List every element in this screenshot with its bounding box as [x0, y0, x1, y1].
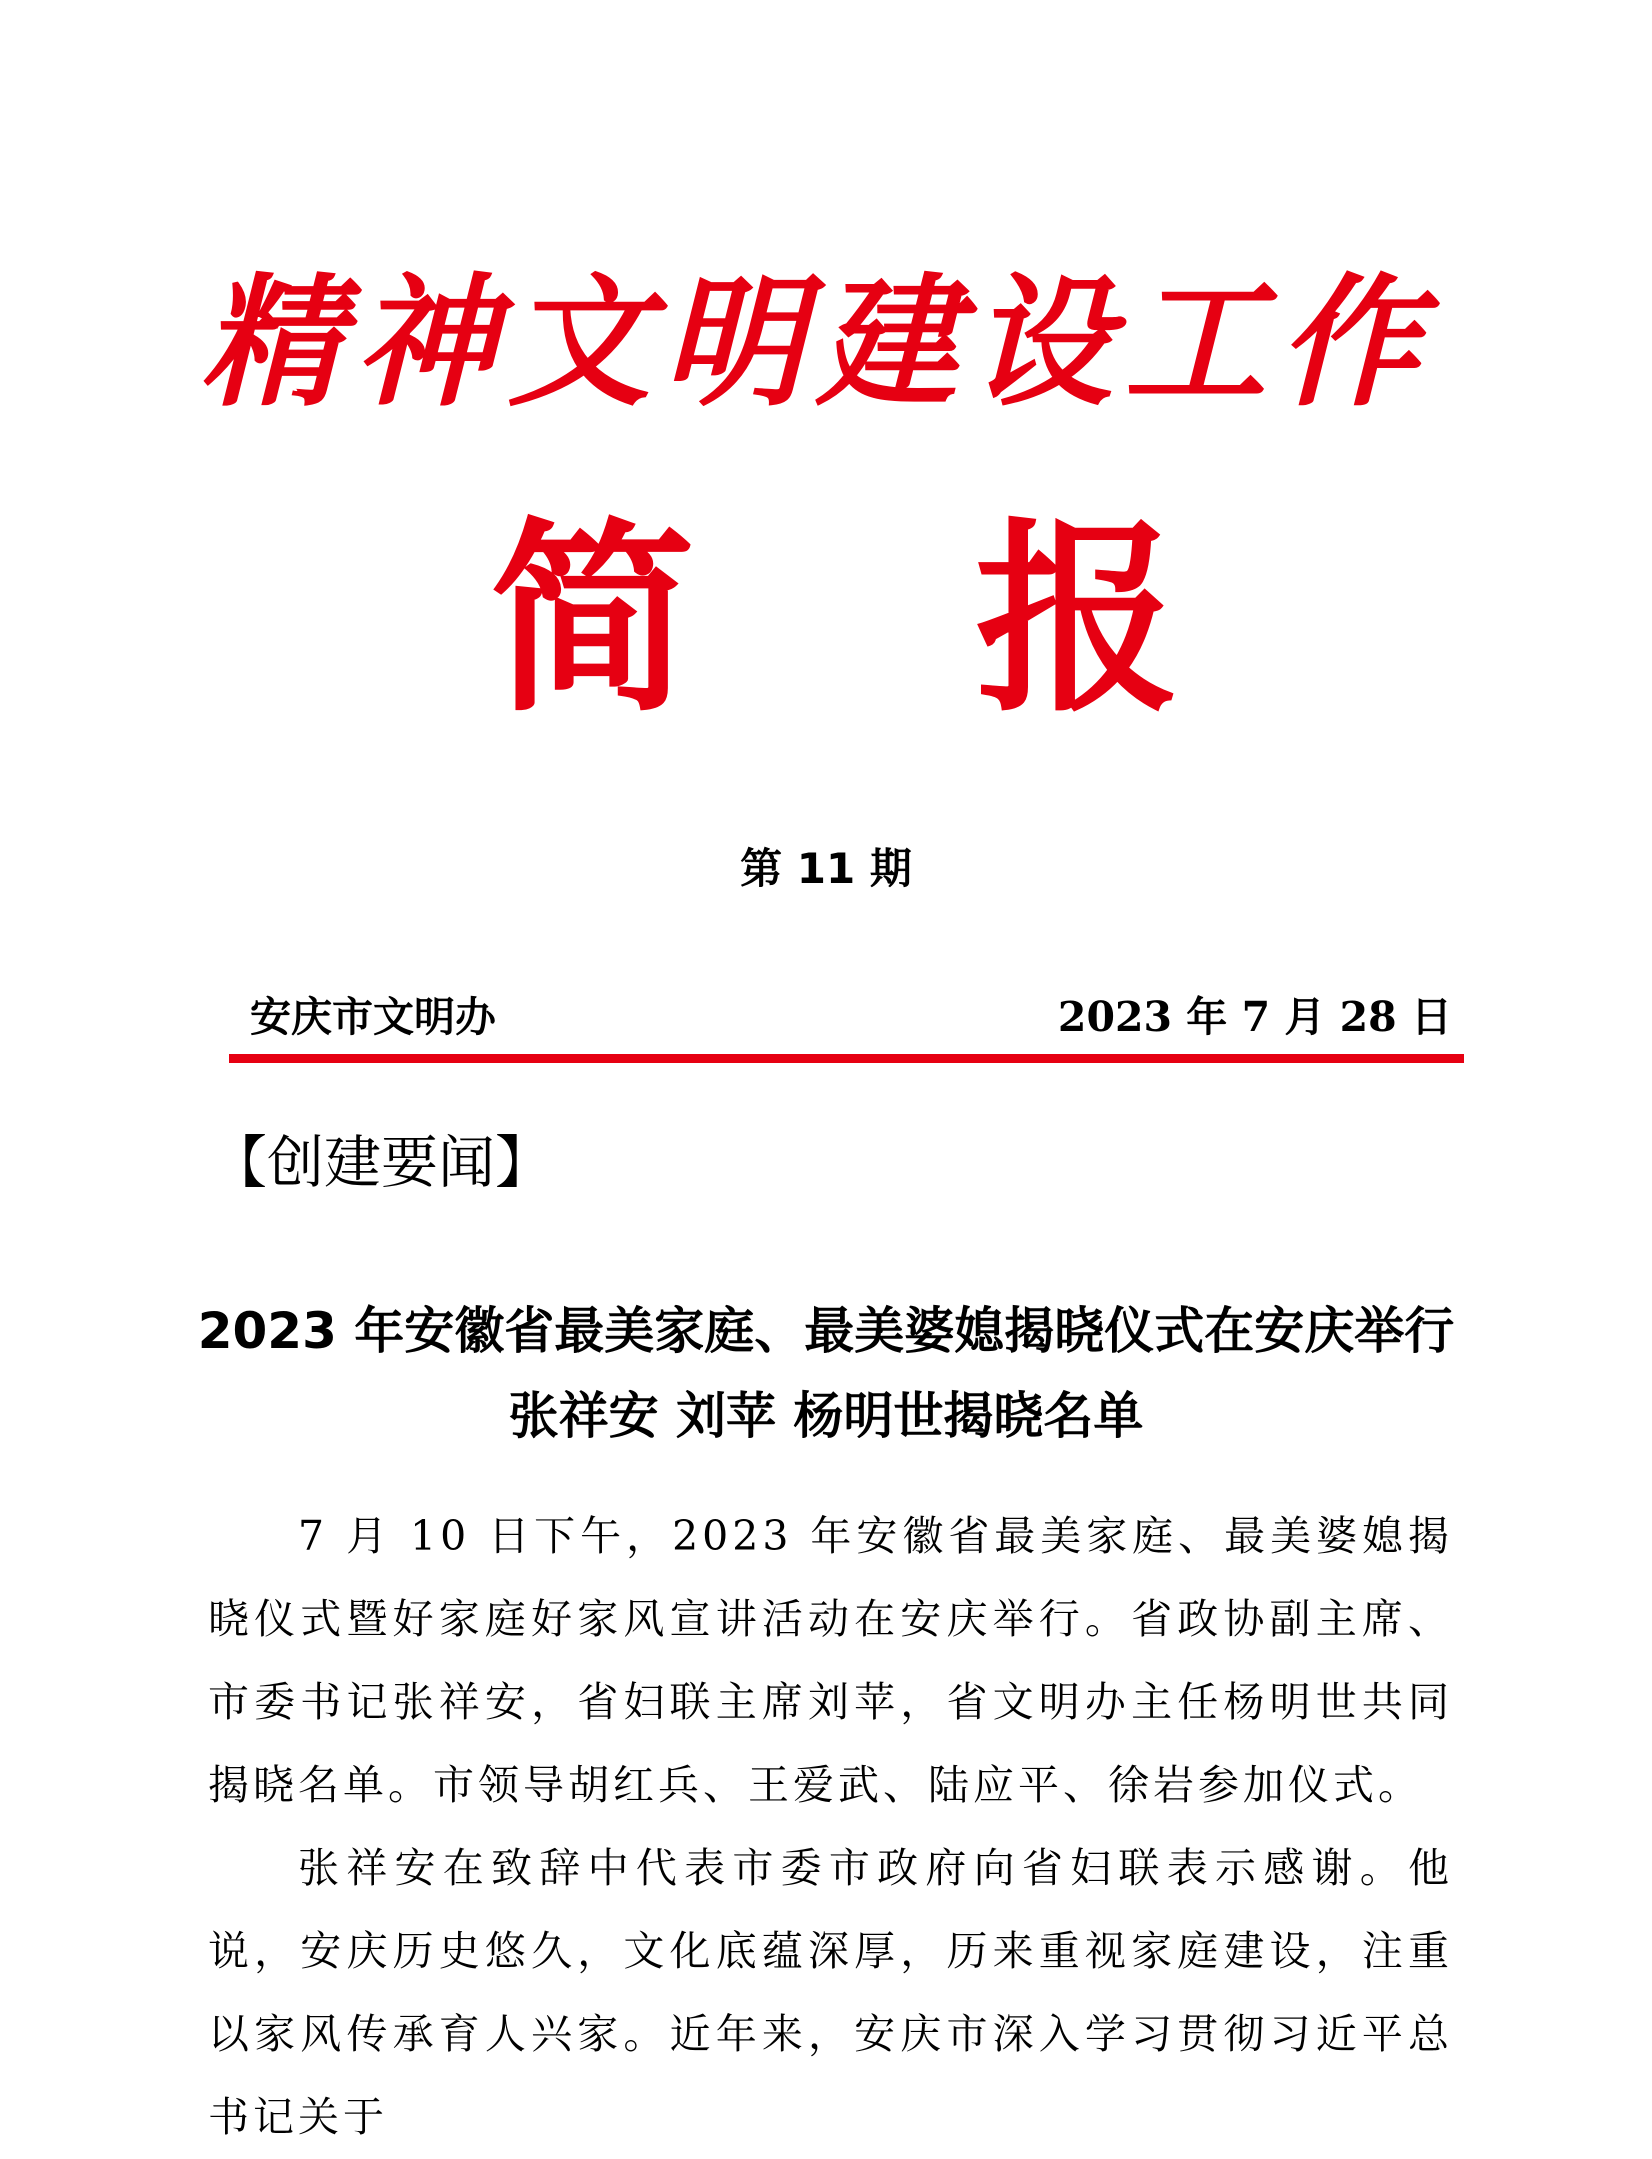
- masthead-char: 神: [354, 260, 496, 426]
- masthead-char: 精: [200, 260, 342, 426]
- section-label: 【创建要闻】: [210, 1130, 552, 1196]
- article-paragraph-2: 张祥安在致辞中代表市委市政府向省妇联表示感谢。他说，安庆历史悠久，文化底蕴深厚，历来重视家庭建设，注重以家风传承育人兴家。近年来，安庆市深入学习贯彻习近平总书记关于: [208, 1844, 1453, 2141]
- masthead-char: 工: [1124, 260, 1266, 426]
- publisher: 安庆市文明办: [250, 993, 496, 1041]
- issue-number: 第 11 期: [740, 844, 912, 893]
- headline-line-1: 2023 年安徽省最美家庭、最美婆媳揭晓仪式在安庆举行: [197, 1302, 1455, 1360]
- publish-date: 2023 年 7 月 28 日: [1057, 993, 1452, 1041]
- masthead-char: 建: [816, 260, 958, 426]
- masthead-title: [200, 260, 1420, 426]
- masthead-char: 作: [1278, 260, 1420, 426]
- masthead-subtitle-char-2: 报: [975, 500, 1180, 740]
- masthead-subtitle-char-1: 简: [490, 500, 695, 740]
- red-divider-rule: [229, 1054, 1464, 1063]
- masthead-char: 明: [662, 260, 804, 426]
- article-paragraph-1: 7 月 10 日下午，2023 年安徽省最美家庭、最美婆媳揭晓仪式暨好家庭好家风宣讲活动在安庆举行。省政协副主席、市委书记张祥安，省妇联主席刘苹，省文明办主任杨明世共同揭晓名单。市领导胡红兵、王爱武、陆应平、徐岩参加仪式。: [208, 1512, 1453, 1809]
- masthead-char: 设: [970, 260, 1112, 426]
- masthead-char: 文: [508, 260, 650, 426]
- headline-line-2: 张祥安 刘苹 杨明世揭晓名单: [508, 1387, 1144, 1445]
